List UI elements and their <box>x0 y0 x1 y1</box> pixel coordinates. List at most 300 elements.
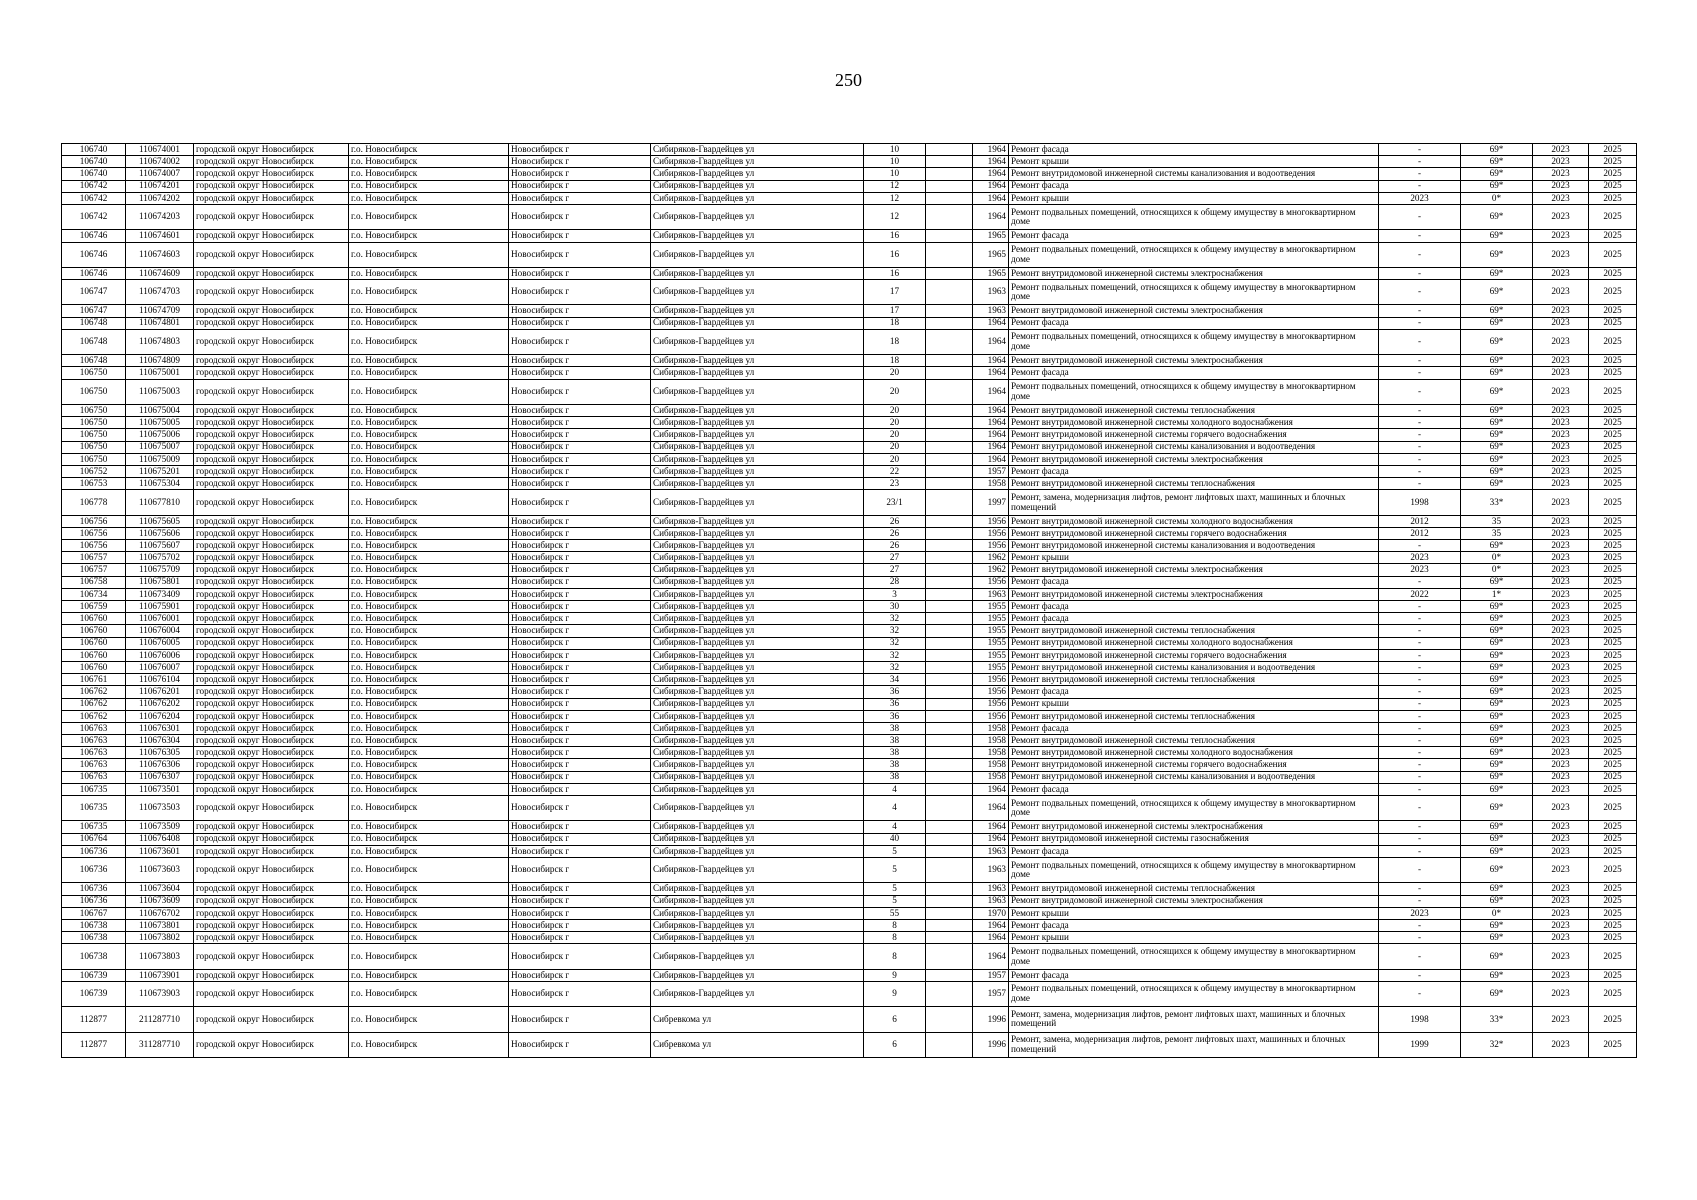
cell-year-built: 1970 <box>973 907 1009 919</box>
cell-house-id: 106747 <box>62 280 126 305</box>
cell-plan-end-year: 2025 <box>1589 649 1637 661</box>
cell-work-type: Ремонт внутридомовой инженерной системы электроснабжения <box>1009 305 1379 317</box>
cell-building <box>926 317 973 329</box>
cell-plan-start-year: 2023 <box>1533 845 1589 857</box>
table-row <box>62 821 1637 833</box>
cell-house-number: 38 <box>864 771 926 783</box>
cell-municipal-district: городской округ Новосибирск <box>194 144 349 156</box>
cell-house-number: 12 <box>864 180 926 192</box>
cell-locality: Новосибирск г <box>509 1032 651 1057</box>
cell-locality: Новосибирск г <box>509 429 651 441</box>
cell-locality: Новосибирск г <box>509 637 651 649</box>
cell-house-id: 106760 <box>62 661 126 673</box>
table-row <box>62 722 1637 734</box>
cell-year-built: 1955 <box>973 637 1009 649</box>
cell-municipal-district: городской округ Новосибирск <box>194 698 349 710</box>
cell-street: Сибиряков-Гвардейцев ул <box>651 355 864 367</box>
cell-work-type: Ремонт внутридомовой инженерной системы горячего водоснабжения <box>1009 649 1379 661</box>
cell-work-id: 110676202 <box>126 698 194 710</box>
cell-municipal-district: городской округ Новосибирск <box>194 932 349 944</box>
cell-locality: Новосибирск г <box>509 168 651 180</box>
cell-house-id: 106763 <box>62 759 126 771</box>
cell-house-number: 20 <box>864 367 926 379</box>
cell-plan-start-year: 2023 <box>1533 944 1589 969</box>
cell-settlement: г.о. Новосибирск <box>349 833 509 845</box>
cell-plan-start-year: 2023 <box>1533 649 1589 661</box>
cell-plan-end-year: 2025 <box>1589 144 1637 156</box>
cell-settlement: г.о. Новосибирск <box>349 180 509 192</box>
cell-plan-start-year: 2023 <box>1533 698 1589 710</box>
cell-year-built: 1964 <box>973 453 1009 465</box>
cell-last-repair-year: - <box>1379 661 1461 673</box>
cell-plan-start-year: 2023 <box>1533 710 1589 722</box>
cell-work-type: Ремонт фасада <box>1009 465 1379 477</box>
table-row <box>62 527 1637 539</box>
cell-house-id: 106734 <box>62 588 126 600</box>
cell-municipal-district: городской округ Новосибирск <box>194 588 349 600</box>
cell-municipal-district: городской округ Новосибирск <box>194 637 349 649</box>
cell-settlement: г.о. Новосибирск <box>349 919 509 931</box>
table-row <box>62 441 1637 453</box>
cell-plan-end-year: 2025 <box>1589 783 1637 795</box>
cell-street: Сибиряков-Гвардейцев ул <box>651 417 864 429</box>
table-row <box>62 759 1637 771</box>
cell-last-repair-year: - <box>1379 821 1461 833</box>
cell-house-number: 38 <box>864 722 926 734</box>
cell-building <box>926 156 973 168</box>
cell-plan-end-year: 2025 <box>1589 698 1637 710</box>
cell-work-type: Ремонт внутридомовой инженерной системы холодного водоснабжения <box>1009 747 1379 759</box>
cell-wear-percent: 69* <box>1461 661 1533 673</box>
cell-work-type: Ремонт внутридомовой инженерной системы канализования и водоотведения <box>1009 661 1379 673</box>
table-row <box>62 552 1637 564</box>
cell-locality: Новосибирск г <box>509 661 651 673</box>
cell-last-repair-year: 1998 <box>1379 1007 1461 1032</box>
cell-house-number: 36 <box>864 710 926 722</box>
cell-wear-percent: 69* <box>1461 735 1533 747</box>
cell-plan-start-year: 2023 <box>1533 759 1589 771</box>
cell-house-id: 106763 <box>62 722 126 734</box>
cell-plan-start-year: 2023 <box>1533 919 1589 931</box>
cell-municipal-district: городской округ Новосибирск <box>194 478 349 490</box>
cell-plan-start-year: 2023 <box>1533 833 1589 845</box>
cell-plan-end-year: 2025 <box>1589 478 1637 490</box>
cell-street: Сибиряков-Гвардейцев ул <box>651 771 864 783</box>
cell-work-id: 211287710 <box>126 1007 194 1032</box>
cell-year-built: 1955 <box>973 613 1009 625</box>
cell-plan-end-year: 2025 <box>1589 417 1637 429</box>
cell-locality: Новосибирск г <box>509 576 651 588</box>
cell-plan-start-year: 2023 <box>1533 735 1589 747</box>
cell-house-id: 106762 <box>62 686 126 698</box>
cell-wear-percent: 69* <box>1461 747 1533 759</box>
cell-house-id: 106735 <box>62 796 126 821</box>
cell-street: Сибиряков-Гвардейцев ул <box>651 180 864 192</box>
cell-house-number: 38 <box>864 747 926 759</box>
cell-wear-percent: 69* <box>1461 540 1533 552</box>
cell-locality: Новосибирск г <box>509 156 651 168</box>
cell-street: Сибиряков-Гвардейцев ул <box>651 267 864 279</box>
cell-work-type: Ремонт внутридомовой инженерной системы горячего водоснабжения <box>1009 759 1379 771</box>
cell-work-id: 110675801 <box>126 576 194 588</box>
cell-house-number: 32 <box>864 625 926 637</box>
table-row <box>62 932 1637 944</box>
cell-house-id: 106736 <box>62 883 126 895</box>
cell-year-built: 1958 <box>973 747 1009 759</box>
cell-settlement: г.о. Новосибирск <box>349 230 509 242</box>
cell-building <box>926 919 973 931</box>
cell-plan-start-year: 2023 <box>1533 1007 1589 1032</box>
cell-house-number: 20 <box>864 379 926 404</box>
cell-street: Сибиряков-Гвардейцев ул <box>651 969 864 981</box>
cell-settlement: г.о. Новосибирск <box>349 204 509 229</box>
cell-work-type: Ремонт подвальных помещений, относящихся к общему имуществу в многоквартирном доме <box>1009 796 1379 821</box>
cell-work-id: 110676305 <box>126 747 194 759</box>
cell-work-id: 110674203 <box>126 204 194 229</box>
cell-house-id: 106750 <box>62 417 126 429</box>
table-row <box>62 981 1637 1006</box>
cell-building <box>926 845 973 857</box>
cell-plan-end-year: 2025 <box>1589 845 1637 857</box>
table-row <box>62 796 1637 821</box>
cell-building <box>926 329 973 354</box>
cell-settlement: г.о. Новосибирск <box>349 1032 509 1057</box>
cell-last-repair-year: - <box>1379 305 1461 317</box>
cell-last-repair-year: - <box>1379 317 1461 329</box>
cell-locality: Новосибирск г <box>509 710 651 722</box>
cell-last-repair-year: - <box>1379 796 1461 821</box>
cell-last-repair-year: 2023 <box>1379 907 1461 919</box>
cell-plan-start-year: 2023 <box>1533 601 1589 613</box>
cell-house-number: 3 <box>864 588 926 600</box>
cell-locality: Новосибирск г <box>509 601 651 613</box>
cell-building <box>926 552 973 564</box>
cell-street: Сибиряков-Гвардейцев ул <box>651 429 864 441</box>
cell-work-type: Ремонт фасада <box>1009 230 1379 242</box>
cell-year-built: 1956 <box>973 576 1009 588</box>
cell-last-repair-year: - <box>1379 465 1461 477</box>
cell-locality: Новосибирск г <box>509 417 651 429</box>
cell-wear-percent: 69* <box>1461 417 1533 429</box>
cell-year-built: 1963 <box>973 280 1009 305</box>
cell-settlement: г.о. Новосибирск <box>349 379 509 404</box>
cell-settlement: г.о. Новосибирск <box>349 267 509 279</box>
cell-work-id: 110674201 <box>126 180 194 192</box>
cell-last-repair-year: - <box>1379 576 1461 588</box>
cell-locality: Новосибирск г <box>509 441 651 453</box>
cell-house-id: 106739 <box>62 969 126 981</box>
cell-settlement: г.о. Новосибирск <box>349 796 509 821</box>
cell-street: Сибиряков-Гвардейцев ул <box>651 576 864 588</box>
cell-locality: Новосибирск г <box>509 722 651 734</box>
cell-house-number: 27 <box>864 564 926 576</box>
cell-street: Сибиряков-Гвардейцев ул <box>651 783 864 795</box>
cell-year-built: 1958 <box>973 759 1009 771</box>
cell-work-type: Ремонт крыши <box>1009 192 1379 204</box>
cell-building <box>926 453 973 465</box>
cell-plan-end-year: 2025 <box>1589 329 1637 354</box>
cell-wear-percent: 69* <box>1461 783 1533 795</box>
cell-street: Сибиряков-Гвардейцев ул <box>651 540 864 552</box>
cell-work-type: Ремонт фасада <box>1009 969 1379 981</box>
cell-work-type: Ремонт внутридомовой инженерной системы электроснабжения <box>1009 895 1379 907</box>
cell-house-number: 20 <box>864 441 926 453</box>
cell-work-type: Ремонт подвальных помещений, относящихся к общему имуществу в многоквартирном доме <box>1009 981 1379 1006</box>
cell-plan-end-year: 2025 <box>1589 771 1637 783</box>
cell-house-id: 106750 <box>62 367 126 379</box>
cell-house-id: 106750 <box>62 379 126 404</box>
cell-street: Сибиряков-Гвардейцев ул <box>651 490 864 515</box>
cell-year-built: 1955 <box>973 625 1009 637</box>
cell-work-id: 110676301 <box>126 722 194 734</box>
cell-house-id: 106757 <box>62 564 126 576</box>
cell-house-number: 32 <box>864 661 926 673</box>
cell-building <box>926 305 973 317</box>
cell-building <box>926 540 973 552</box>
cell-house-number: 38 <box>864 735 926 747</box>
cell-house-id: 106762 <box>62 698 126 710</box>
cell-plan-start-year: 2023 <box>1533 883 1589 895</box>
cell-street: Сибиряков-Гвардейцев ул <box>651 367 864 379</box>
cell-settlement: г.о. Новосибирск <box>349 759 509 771</box>
cell-building <box>926 168 973 180</box>
cell-wear-percent: 69* <box>1461 379 1533 404</box>
cell-municipal-district: городской округ Новосибирск <box>194 759 349 771</box>
cell-work-id: 110673409 <box>126 588 194 600</box>
table-row <box>62 564 1637 576</box>
cell-year-built: 1964 <box>973 821 1009 833</box>
cell-plan-start-year: 2023 <box>1533 355 1589 367</box>
cell-municipal-district: городской округ Новосибирск <box>194 821 349 833</box>
cell-plan-start-year: 2023 <box>1533 441 1589 453</box>
cell-settlement: г.о. Новосибирск <box>349 845 509 857</box>
cell-settlement: г.о. Новосибирск <box>349 465 509 477</box>
cell-work-id: 110675606 <box>126 527 194 539</box>
cell-locality: Новосибирск г <box>509 883 651 895</box>
cell-last-repair-year: - <box>1379 625 1461 637</box>
cell-last-repair-year: - <box>1379 686 1461 698</box>
cell-street: Сибиряков-Гвардейцев ул <box>651 661 864 673</box>
cell-locality: Новосибирск г <box>509 735 651 747</box>
cell-wear-percent: 69* <box>1461 230 1533 242</box>
cell-building <box>926 515 973 527</box>
cell-wear-percent: 33* <box>1461 490 1533 515</box>
cell-settlement: г.о. Новосибирск <box>349 527 509 539</box>
cell-house-number: 40 <box>864 833 926 845</box>
cell-work-type: Ремонт внутридомовой инженерной системы канализования и водоотведения <box>1009 168 1379 180</box>
cell-last-repair-year: - <box>1379 429 1461 441</box>
table-row <box>62 674 1637 686</box>
cell-street: Сибиряков-Гвардейцев ул <box>651 857 864 882</box>
cell-building <box>926 944 973 969</box>
cell-house-number: 16 <box>864 230 926 242</box>
cell-house-id: 106748 <box>62 329 126 354</box>
cell-wear-percent: 69* <box>1461 601 1533 613</box>
cell-street: Сибиряков-Гвардейцев ул <box>651 759 864 771</box>
cell-plan-start-year: 2023 <box>1533 821 1589 833</box>
cell-wear-percent: 69* <box>1461 698 1533 710</box>
cell-plan-end-year: 2025 <box>1589 552 1637 564</box>
cell-settlement: г.о. Новосибирск <box>349 735 509 747</box>
cell-plan-end-year: 2025 <box>1589 710 1637 722</box>
cell-house-id: 106750 <box>62 453 126 465</box>
cell-plan-end-year: 2025 <box>1589 429 1637 441</box>
cell-plan-end-year: 2025 <box>1589 280 1637 305</box>
cell-last-repair-year: - <box>1379 674 1461 686</box>
table-row <box>62 367 1637 379</box>
table-row <box>62 192 1637 204</box>
cell-plan-end-year: 2025 <box>1589 367 1637 379</box>
cell-plan-start-year: 2023 <box>1533 552 1589 564</box>
cell-wear-percent: 69* <box>1461 759 1533 771</box>
cell-street: Сибиряков-Гвардейцев ул <box>651 907 864 919</box>
cell-municipal-district: городской округ Новосибирск <box>194 355 349 367</box>
cell-settlement: г.о. Новосибирск <box>349 576 509 588</box>
cell-house-id: 106760 <box>62 613 126 625</box>
cell-municipal-district: городской округ Новосибирск <box>194 417 349 429</box>
cell-settlement: г.о. Новосибирск <box>349 429 509 441</box>
cell-plan-start-year: 2023 <box>1533 180 1589 192</box>
cell-last-repair-year: - <box>1379 649 1461 661</box>
cell-building <box>926 625 973 637</box>
cell-wear-percent: 69* <box>1461 317 1533 329</box>
cell-last-repair-year: - <box>1379 405 1461 417</box>
cell-work-type: Ремонт внутридомовой инженерной системы электроснабжения <box>1009 564 1379 576</box>
cell-house-id: 106736 <box>62 857 126 882</box>
cell-house-id: 106756 <box>62 515 126 527</box>
cell-settlement: г.о. Новосибирск <box>349 156 509 168</box>
cell-last-repair-year: - <box>1379 478 1461 490</box>
cell-municipal-district: городской округ Новосибирск <box>194 969 349 981</box>
table-row <box>62 735 1637 747</box>
cell-last-repair-year: - <box>1379 267 1461 279</box>
table-row <box>62 698 1637 710</box>
cell-municipal-district: городской округ Новосибирск <box>194 515 349 527</box>
cell-work-id: 110676001 <box>126 613 194 625</box>
cell-settlement: г.о. Новосибирск <box>349 649 509 661</box>
cell-work-type: Ремонт фасада <box>1009 180 1379 192</box>
cell-locality: Новосибирск г <box>509 144 651 156</box>
cell-settlement: г.о. Новосибирск <box>349 895 509 907</box>
cell-locality: Новосибирск г <box>509 367 651 379</box>
cell-building <box>926 895 973 907</box>
cell-plan-start-year: 2023 <box>1533 747 1589 759</box>
cell-street: Сибиряков-Гвардейцев ул <box>651 698 864 710</box>
cell-year-built: 1955 <box>973 661 1009 673</box>
cell-plan-start-year: 2023 <box>1533 192 1589 204</box>
cell-locality: Новосибирск г <box>509 192 651 204</box>
cell-work-type: Ремонт внутридомовой инженерной системы теплоснабжения <box>1009 883 1379 895</box>
cell-plan-start-year: 2023 <box>1533 895 1589 907</box>
cell-year-built: 1964 <box>973 932 1009 944</box>
cell-work-id: 110674609 <box>126 267 194 279</box>
cell-locality: Новосибирск г <box>509 771 651 783</box>
cell-plan-start-year: 2023 <box>1533 465 1589 477</box>
cell-work-id: 110676408 <box>126 833 194 845</box>
cell-locality: Новосибирск г <box>509 305 651 317</box>
cell-building <box>926 429 973 441</box>
table-row <box>62 230 1637 242</box>
cell-municipal-district: городской округ Новосибирск <box>194 907 349 919</box>
cell-settlement: г.о. Новосибирск <box>349 821 509 833</box>
cell-plan-start-year: 2023 <box>1533 722 1589 734</box>
cell-plan-end-year: 2025 <box>1589 821 1637 833</box>
cell-work-id: 110675001 <box>126 367 194 379</box>
table-row <box>62 601 1637 613</box>
cell-wear-percent: 69* <box>1461 329 1533 354</box>
cell-house-number: 18 <box>864 355 926 367</box>
cell-plan-end-year: 2025 <box>1589 564 1637 576</box>
cell-locality: Новосибирск г <box>509 919 651 931</box>
cell-settlement: г.о. Новосибирск <box>349 1007 509 1032</box>
cell-municipal-district: городской округ Новосибирск <box>194 845 349 857</box>
cell-locality: Новосибирск г <box>509 1007 651 1032</box>
cell-last-repair-year: - <box>1379 417 1461 429</box>
cell-year-built: 1965 <box>973 230 1009 242</box>
table-row <box>62 783 1637 795</box>
cell-street: Сибиряков-Гвардейцев ул <box>651 821 864 833</box>
cell-house-number: 28 <box>864 576 926 588</box>
cell-plan-end-year: 2025 <box>1589 156 1637 168</box>
cell-work-id: 110676306 <box>126 759 194 771</box>
table-row <box>62 613 1637 625</box>
cell-house-id: 106735 <box>62 821 126 833</box>
cell-house-number: 9 <box>864 981 926 1006</box>
cell-wear-percent: 69* <box>1461 771 1533 783</box>
cell-locality: Новосибирск г <box>509 453 651 465</box>
table-row <box>62 379 1637 404</box>
cell-house-id: 106757 <box>62 552 126 564</box>
cell-municipal-district: городской округ Новосибирск <box>194 367 349 379</box>
cell-last-repair-year: - <box>1379 747 1461 759</box>
cell-work-id: 110673801 <box>126 919 194 931</box>
cell-municipal-district: городской округ Новосибирск <box>194 564 349 576</box>
cell-plan-start-year: 2023 <box>1533 932 1589 944</box>
cell-street: Сибиряков-Гвардейцев ул <box>651 981 864 1006</box>
cell-house-number: 8 <box>864 944 926 969</box>
cell-street: Сибиряков-Гвардейцев ул <box>651 405 864 417</box>
cell-work-id: 110674007 <box>126 168 194 180</box>
cell-year-built: 1958 <box>973 722 1009 734</box>
cell-municipal-district: городской округ Новосибирск <box>194 280 349 305</box>
cell-house-number: 4 <box>864 783 926 795</box>
cell-locality: Новосибирск г <box>509 747 651 759</box>
cell-locality: Новосибирск г <box>509 981 651 1006</box>
cell-house-id: 106738 <box>62 932 126 944</box>
cell-wear-percent: 69* <box>1461 156 1533 168</box>
cell-work-id: 110675304 <box>126 478 194 490</box>
cell-house-id: 106763 <box>62 735 126 747</box>
cell-house-id: 106746 <box>62 242 126 267</box>
cell-year-built: 1964 <box>973 367 1009 379</box>
cell-work-id: 110673802 <box>126 932 194 944</box>
cell-plan-start-year: 2023 <box>1533 857 1589 882</box>
cell-locality: Новосибирск г <box>509 478 651 490</box>
cell-house-number: 27 <box>864 552 926 564</box>
table-row <box>62 857 1637 882</box>
cell-street: Сибиряков-Гвардейцев ул <box>651 796 864 821</box>
cell-locality: Новосибирск г <box>509 796 651 821</box>
cell-work-id: 110674603 <box>126 242 194 267</box>
cell-building <box>926 783 973 795</box>
cell-plan-end-year: 2025 <box>1589 969 1637 981</box>
cell-house-id: 106756 <box>62 527 126 539</box>
cell-street: Сибревкома ул <box>651 1007 864 1032</box>
cell-work-id: 110676204 <box>126 710 194 722</box>
cell-street: Сибиряков-Гвардейцев ул <box>651 144 864 156</box>
cell-municipal-district: городской округ Новосибирск <box>194 686 349 698</box>
cell-house-number: 5 <box>864 845 926 857</box>
